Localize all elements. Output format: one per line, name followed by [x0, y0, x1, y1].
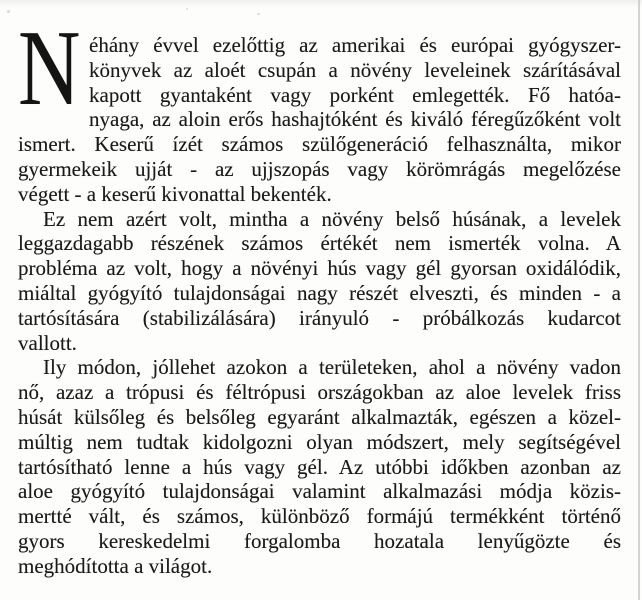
text-line: tartósítható lenne a hús vagy gél. Az utóbbi időkben azonban az: [18, 454, 621, 479]
scan-top-wash: [0, 0, 642, 7]
text-line: meghódította a világot.: [18, 553, 213, 578]
text-line: vallott.: [18, 330, 77, 355]
text-line: éhány évvel ezelőttig az amerikai és európai gyógyszer-: [89, 33, 621, 57]
text-line: kapott gyantaként vagy porként emlegették. Fő hatóa-: [89, 82, 621, 107]
page-text: [18, 9, 621, 579]
text-line: mertté vált, és számos, különböző formájú termékként történő: [18, 504, 621, 529]
paragraph: [18, 207, 621, 356]
text-line: nő, azaz a trópusi és féltrópusi országokban az aloe levelek friss: [18, 380, 621, 405]
text-line: aloe gyógyító tulajdonságai valamint alkalmazási módja közis-: [18, 479, 621, 504]
drop-cap: N: [18, 9, 81, 128]
text-line: ismert. Keserű ízét számos szülőgeneráció felhasználta, mikor: [18, 132, 621, 157]
text-line: végett - a keserű kivonattal bekenték.: [18, 181, 332, 206]
scan-speck: [257, 13, 260, 15]
text-line: miáltal gyógyító tulajdonságai nagy részét elveszti, és minden - a: [18, 280, 621, 305]
text-line: probléma az volt, hogy a növényi hús vagy gél gyorsan oxidálódik,: [18, 256, 621, 281]
text-line: múltig nem tudtak kidolgozni olyan módszert, mely segítségével: [18, 429, 621, 454]
text-line: tartósítására (stabilizálására) irányuló - próbálkozás kudarcot: [18, 305, 621, 330]
scan-edge-artifact: [638, 0, 640, 600]
paragraph: [18, 9, 621, 207]
text-line: könyvek az aloét csupán a növény leveleinek szárításával: [89, 57, 621, 82]
text-line: nyaga, az aloin erős hashajtóként és kiváló féregűzőként volt: [89, 107, 621, 132]
scan-speck: [186, 8, 188, 10]
text-line: Ez nem azért volt, mintha a növény belső húsának, a levelek: [43, 206, 621, 231]
scan-speck: [7, 10, 10, 13]
text-line: húsát külsőleg és belsőleg egyaránt alkalmazták, egészen a közel-: [18, 404, 621, 429]
text-line: leggazdagabb részének számos értékét nem ismerték volna. A: [18, 231, 621, 256]
text-line: gyors kereskedelmi forgalomba hozatala lenyűgözte és: [18, 528, 621, 553]
paragraph: [18, 355, 621, 578]
text-line: Ily módon, jóllehet azokon a területeken, ahol a növény vadon: [43, 355, 621, 380]
text-line: gyermekeik ujját - az ujjszopás vagy körömrágás megelőzése: [18, 156, 621, 181]
